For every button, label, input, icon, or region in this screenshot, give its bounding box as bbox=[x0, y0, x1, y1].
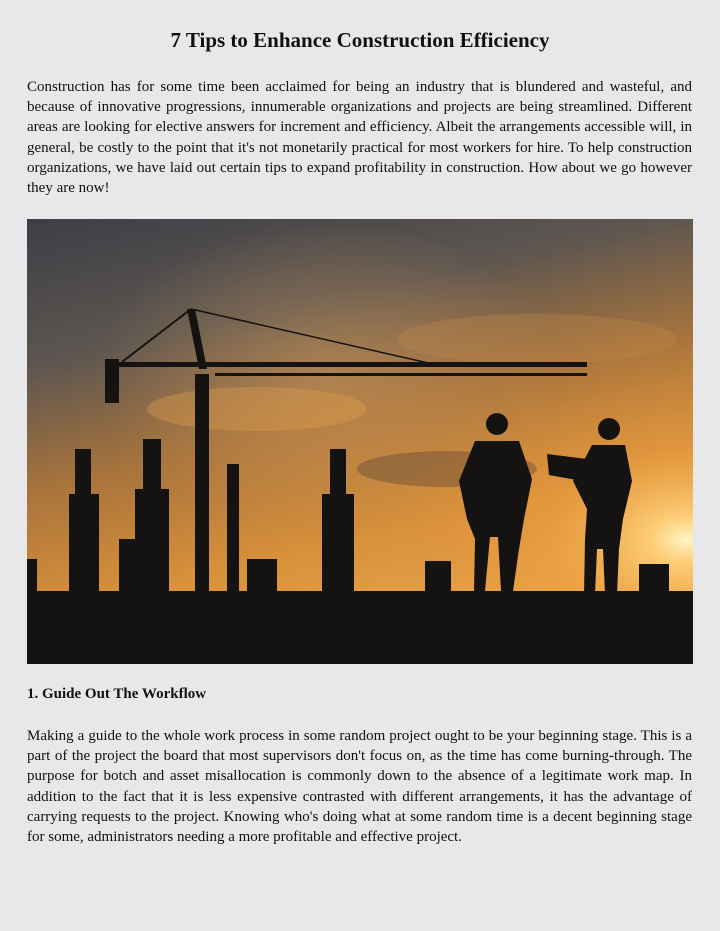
construction-site-sunset-photo bbox=[27, 219, 693, 664]
page-title: 7 Tips to Enhance Construction Efficiency bbox=[170, 28, 550, 52]
hero-image bbox=[27, 219, 693, 664]
intro-paragraph: Construction has for some time been acclaimed for being an industry that is blundered and wasteful, and because of innovative progressions, innumerable organizations and projects are being streamlined. Different areas are looking for elective answers for increment and efficiency. Albeit the arrangements accessible will, in general, be costly to the point that it's not monetarily practical for most workers for hire. To help construction organizations, we have laid out certain tips to expand profitability in construction. How about we go however they are now! bbox=[27, 79, 692, 197]
section-heading: 1. Guide Out The Workflow bbox=[27, 686, 207, 702]
section-paragraph: Making a guide to the whole work process in some random project ought to be your beginning stage. This is a part of the project the board that most supervisors don't focus on, as the time has come burning-through. The purpose for botch and asset misallocation is commonly down to the absence of a legitimate work map. In addition to the fact that it is less expensive contrasted with different arrangements, it has the advantage of carrying requests to the project. Knowing who's doing what at some random time is a decent beginning stage for some, administrators needing a more profitable and effective project. bbox=[27, 728, 692, 846]
